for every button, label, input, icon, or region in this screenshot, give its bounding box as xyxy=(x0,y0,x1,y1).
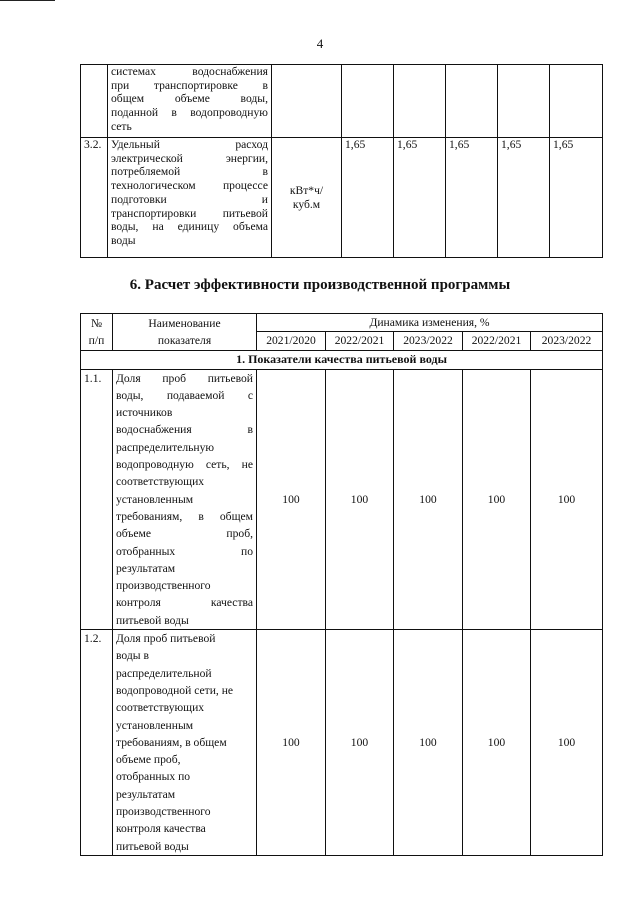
value-cell: 100 xyxy=(257,369,326,629)
name-line: Удельный расход xyxy=(111,138,268,151)
name-line: водоснабжения в xyxy=(116,423,253,437)
corner-mark xyxy=(0,0,55,1)
name-line: результатам xyxy=(116,787,176,801)
name-line: воды в xyxy=(116,649,149,663)
name-line: отобранных по xyxy=(116,544,253,558)
unit-cell: кВт*ч/ куб.м xyxy=(272,138,342,258)
period-header: 2022/2021 xyxy=(326,332,394,350)
num-cell: 1.1. xyxy=(81,369,113,629)
name-header: Наименование показателя xyxy=(113,314,257,351)
value-cell: 1,65 xyxy=(342,138,394,258)
name-cell xyxy=(113,369,257,629)
name-line: общем объеме воды, xyxy=(111,92,268,106)
name-line: подготовки и xyxy=(111,192,268,206)
name-line: питьевой воды xyxy=(116,839,189,853)
section-title: 6. Расчет эффективности производственной программы xyxy=(129,277,511,293)
table-row xyxy=(81,369,603,629)
name-line: установленным xyxy=(116,492,194,506)
period-header: 2021/2020 xyxy=(257,332,326,350)
name-line: контроля качества xyxy=(116,596,253,610)
name-line: распределительной xyxy=(116,666,212,680)
name-line: водопроводную сеть, не xyxy=(116,458,253,472)
period-header: 2023/2022 xyxy=(394,332,463,350)
name-line: транспортировки питьевой xyxy=(111,206,268,220)
name-line: требованиям, в общем xyxy=(116,735,227,749)
name-line: установленным xyxy=(116,718,194,732)
value-cell: 100 xyxy=(394,630,463,856)
name-line: соответствующих xyxy=(116,475,205,489)
page-number: 4 xyxy=(316,36,324,51)
name-line: Доля проб питьевой xyxy=(116,632,216,646)
value-cell: 100 xyxy=(326,369,394,629)
name-line: распределительную xyxy=(116,440,215,454)
name-line: при транспортировке в xyxy=(111,78,268,92)
value-cell: 1,65 xyxy=(550,138,603,258)
name-line: потребляемой в xyxy=(111,165,268,179)
name-line: производственного xyxy=(116,579,211,593)
name-line: требованиям, в общем xyxy=(116,509,253,523)
table-row xyxy=(81,65,603,138)
name-line: технологическом процессе xyxy=(111,179,268,193)
name-line: источников xyxy=(116,406,173,420)
name-line: производственного xyxy=(116,805,211,819)
value-cell: 100 xyxy=(463,369,531,629)
num-header: № п/п xyxy=(81,314,113,351)
efficiency-table xyxy=(80,313,603,856)
name-line: воды, подаваемой с xyxy=(116,388,253,402)
name-line: объеме проб, xyxy=(116,753,181,767)
name-line: воды xyxy=(111,233,136,247)
name-line: соответствующих xyxy=(116,701,205,715)
value-cell: 1,65 xyxy=(446,138,498,258)
name-line: Доля проб питьевой xyxy=(116,371,253,385)
value-cell: 100 xyxy=(531,630,603,856)
name-cell xyxy=(108,65,272,138)
group-title-row xyxy=(81,350,603,369)
name-line: отобранных по xyxy=(116,770,191,784)
value-cell: 100 xyxy=(531,369,603,629)
name-line: водопроводной сети, не xyxy=(116,683,234,697)
name-line: воды, на единицу объема xyxy=(111,220,268,234)
num-cell xyxy=(81,65,108,138)
value-cell: 100 xyxy=(394,369,463,629)
dynamics-header: Динамика изменения, % xyxy=(257,314,603,332)
name-line: поданной в водопроводную xyxy=(111,106,268,120)
name-line: контроля качества xyxy=(116,822,206,836)
name-line: системах водоснабжения xyxy=(111,65,268,78)
name-line: результатам xyxy=(116,561,176,575)
header-row xyxy=(81,314,603,332)
value-cell: 1,65 xyxy=(498,138,550,258)
value-cell: 100 xyxy=(326,630,394,856)
table-row xyxy=(81,630,603,856)
value-cell: 100 xyxy=(257,630,326,856)
name-cell xyxy=(108,138,272,258)
name-line: объеме проб, xyxy=(116,527,253,541)
table-row xyxy=(81,138,603,258)
continuation-table xyxy=(80,64,603,258)
group-title: 1. Показатели качества питьевой воды xyxy=(81,350,603,369)
period-header: 2023/2022 xyxy=(531,332,603,350)
num-cell: 1.2. xyxy=(81,630,113,856)
value-cell: 1,65 xyxy=(394,138,446,258)
num-cell: 3.2. xyxy=(81,138,108,258)
name-line: электрической энергии, xyxy=(111,151,268,165)
name-cell xyxy=(113,630,257,856)
name-line: питьевой воды xyxy=(116,613,189,627)
period-header: 2022/2021 xyxy=(463,332,531,350)
name-line: сеть xyxy=(111,119,132,133)
value-cell: 100 xyxy=(463,630,531,856)
